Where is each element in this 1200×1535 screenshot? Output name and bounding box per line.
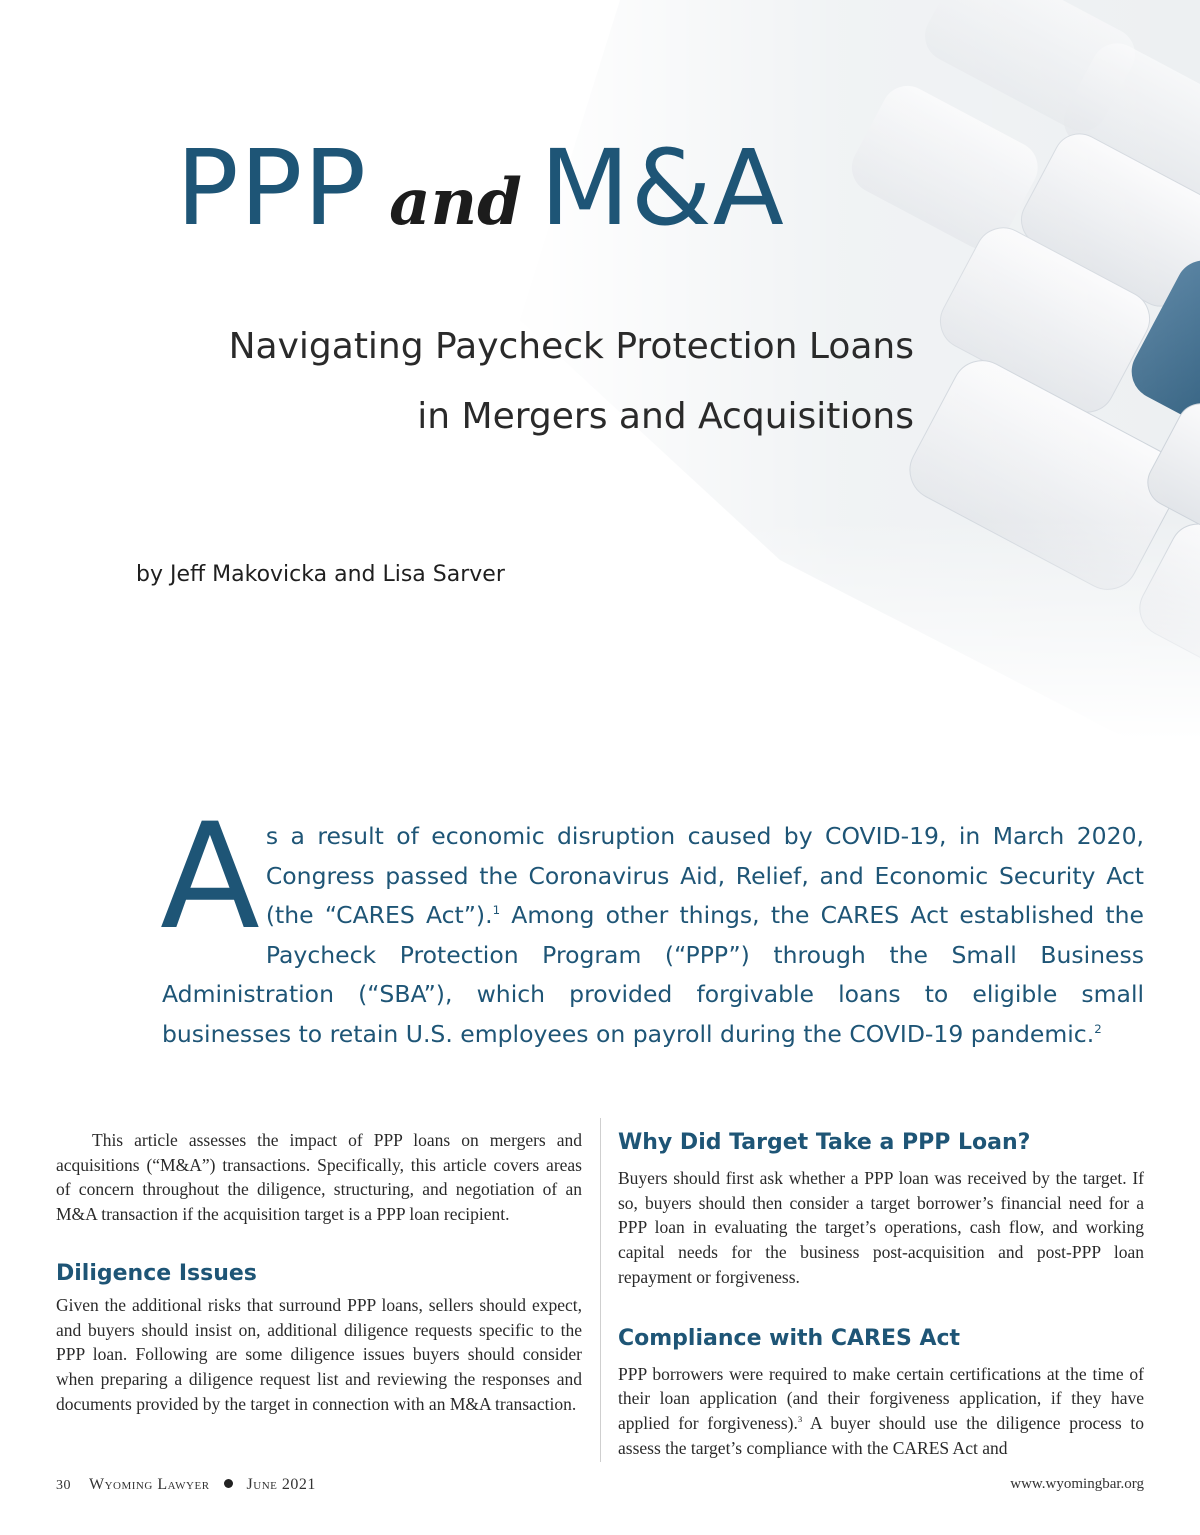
page-number: 30 [56,1478,71,1493]
column-divider [600,1118,601,1462]
title-part2: M&A [539,127,785,249]
intro-text-2: Among other things, the CARES Act established the Paycheck Protection Program (“PPP”) through the Small Business Administration (“SBA”), which provided forgivable loans to eligible small businesses to retain U.S. employees on payroll during the COVID-19 pandemic. [162,901,1144,1048]
section-heading-diligence: Diligence Issues [56,1260,257,1286]
footnote-ref-3: 3 [797,1414,803,1425]
section-heading-compliance: Compliance with CARES Act [618,1325,961,1351]
subtitle-line1: Navigating Paycheck Protection Loans [228,326,914,367]
body-paragraph [618,1362,1144,1461]
right-column [618,1128,1144,1460]
title-connector: and [389,165,522,240]
publication-name: Wyoming Lawyer [89,1476,210,1493]
byline: by Jeff Makovicka and Lisa Sarver [136,562,505,587]
intro-paragraph [160,792,1144,1054]
subtitle-line2: in Mergers and Acquisitions [417,396,914,437]
compliance-text-1: PPP borrowers were required to make certain certifications at the time of their loan application (and their forgiveness application, if they have applied for forgiveness). [618,1363,1144,1433]
issue-date: June 2021 [246,1476,316,1493]
body-paragraph: This article assesses the impact of PPP loans on mergers and acquisitions (“M&A”) transactions. Specifically, this article covers areas of concern throughout the diligence, structuring, and negotiation of an M&A transaction if the acquisition target is a PPP loan recipient. [56,1130,582,1225]
bullet-dot-icon [224,1479,233,1488]
page-footer [56,1476,1144,1500]
article-title [176,128,785,263]
body-paragraph: Buyers should first ask whether a PPP loan was received by the target. If so, buyers should then consider a target borrower’s financial need for a PPP loan in evaluating the target’s operations, cash flow, and working capital needs for the business post-acquisition and post-PPP loan repayment or forgiveness. [618,1168,1144,1287]
footnote-ref-2: 2 [1094,1021,1102,1036]
section-heading-why-ppp: Why Did Target Take a PPP Loan? [618,1130,1031,1155]
left-column [56,1128,582,1416]
hero-section [0,0,1200,740]
drop-cap: A [160,792,260,962]
title-part1: PPP [176,127,368,249]
footer-left [56,1476,316,1494]
body-paragraph: Given the additional risks that surround PPP loans, sellers should expect, and buyers should insist on, additional diligence requests specific to the PPP loan. Following are some diligence issues buyers should consider when preparing a diligence request list and reviewing the responses and documents provided by the target in connection with an M&A transaction. [56,1294,582,1414]
footnote-ref-1: 1 [492,903,501,918]
article-subtitle [229,312,914,452]
website-link[interactable]: www.wyomingbar.org [1010,1476,1144,1492]
intro-text-1: s a result of economic disruption caused by COVID-19, in March 2020, Congress passed the Coronavirus Aid, Relief, and Economic Security Act (the “CARES Act”). [265,822,1144,929]
compliance-text-2: A buyer should use the diligence process to assess the target’s compliance with the CARES Act and [618,1412,1144,1458]
